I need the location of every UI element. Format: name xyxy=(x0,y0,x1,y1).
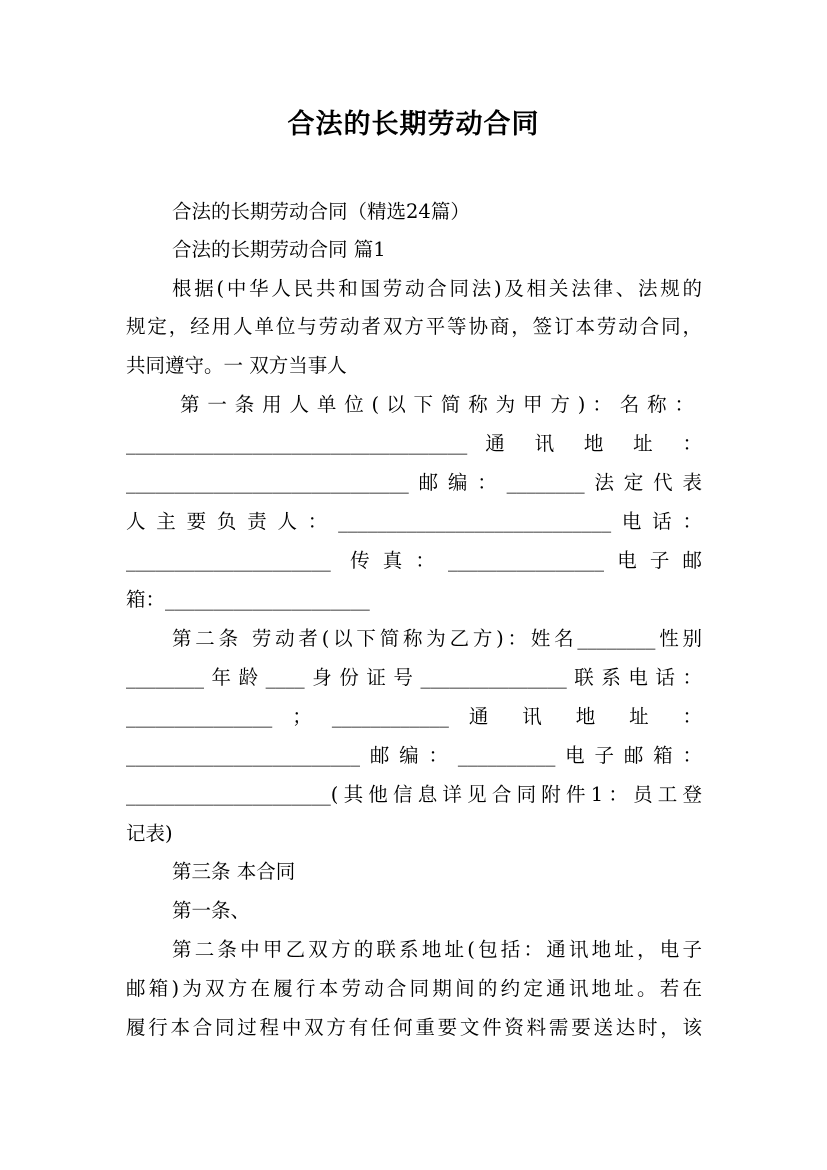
text-line: 人主要负责人：____________________________电话： xyxy=(126,510,702,533)
text-line: 合法的长期劳动合同（精选24篇） xyxy=(172,200,470,223)
text-line: 邮箱)为双方在履行本劳动合同期间的约定通讯地址。若在 xyxy=(126,977,702,1000)
text-line: 第二条 劳动者(以下简称为乙方)：姓名________性别 xyxy=(172,627,702,650)
text-line: ___________________________________ 通 讯 地 址 ： xyxy=(126,432,702,455)
text-line: 第二条中甲乙双方的联系地址(包括：通讯地址，电子 xyxy=(172,938,702,961)
text-line: _______________ ； ____________ 通 讯 地 址 ： xyxy=(126,705,702,728)
text-line: 合法的长期劳动合同 篇1 xyxy=(172,238,386,261)
text-line: 记表) xyxy=(126,822,173,845)
document-title: 合法的长期劳动合同 xyxy=(287,109,540,140)
text-line: 共同遵守。一 双方当事人 xyxy=(126,354,347,377)
text-line: 第三条 本合同 xyxy=(172,860,296,883)
text-line: 第 一 条 用 人 单 位 ( 以 下 简 称 为 甲 方 ) ： 名 称 ： xyxy=(180,393,694,416)
text-line: ________年龄____身份证号_______________联系电话： xyxy=(126,666,702,689)
text-line: 第一条、 xyxy=(172,899,251,922)
text-line: 箱：_____________________ xyxy=(126,588,370,611)
text-line: 规定，经用人单位与劳动者双方平等协商，签订本劳动合同， xyxy=(126,315,702,338)
text-line: ________________________邮编：__________电子邮箱： xyxy=(126,744,702,767)
text-line: 履行本合同过程中双方有任何重要文件资料需要送达时，该 xyxy=(126,1016,702,1039)
text-line: _____________________(其他信息详见合同附件1：员工登 xyxy=(126,783,702,806)
text-line: _____________________ 传真：________________电子邮 xyxy=(126,549,702,572)
text-line: 根据(中华人民共和国劳动合同法)及相关法律、法规的 xyxy=(172,277,702,300)
text-line: _____________________________邮编：________法定代表 xyxy=(126,471,702,494)
